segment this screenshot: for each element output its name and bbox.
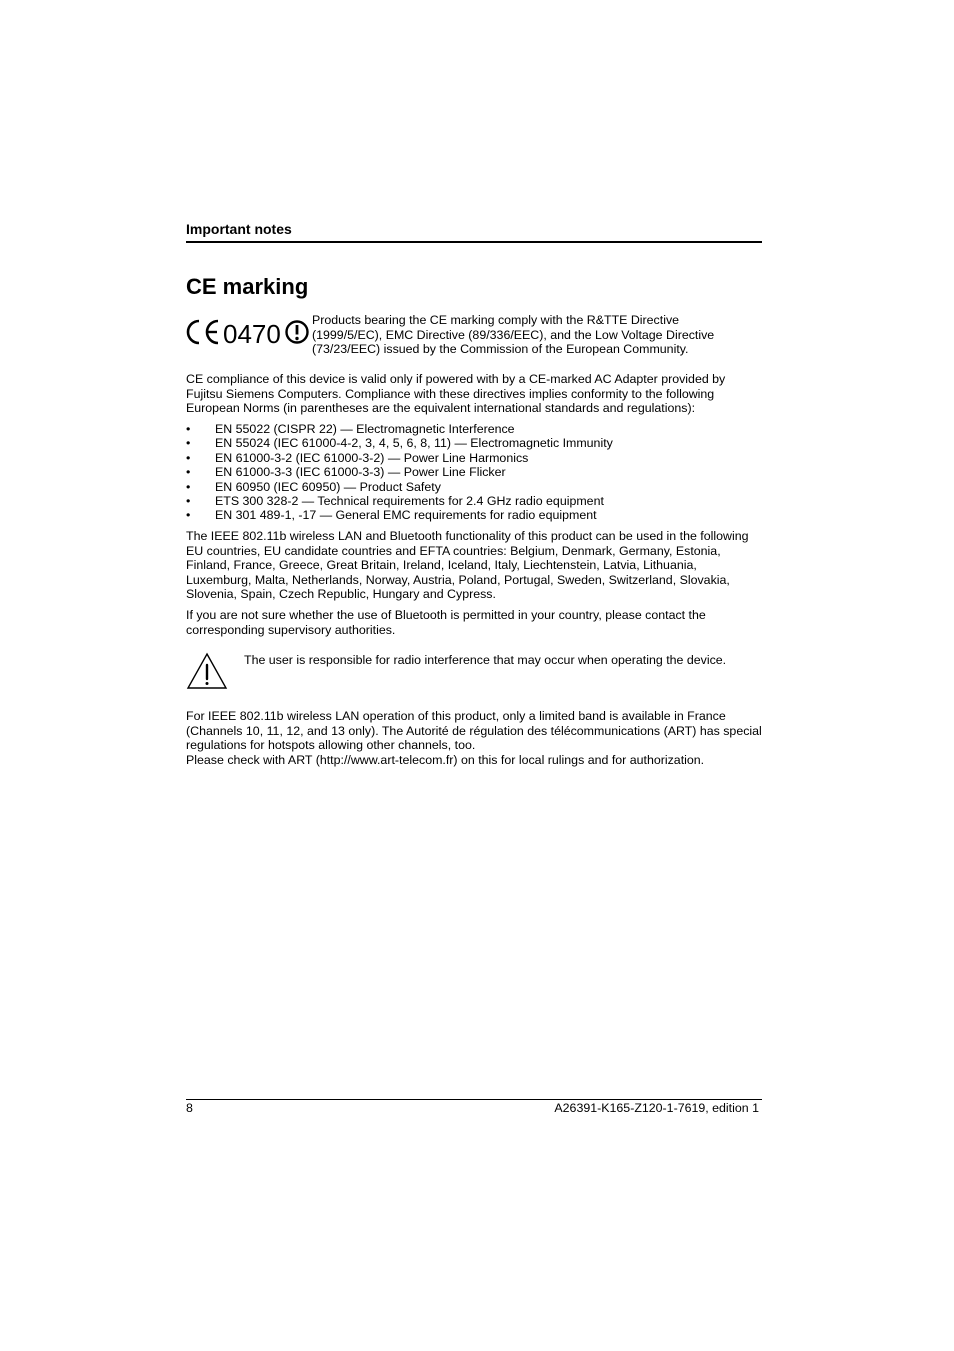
bullet: • — [186, 494, 191, 509]
bullet: • — [186, 508, 191, 523]
list-item: • EN 301 489-1, -17 — General EMC requirements for radio equipment — [186, 508, 597, 523]
bullet: • — [186, 465, 191, 480]
bluetooth-paragraph: If you are not sure whether the use of Bluetooth is permitted in your country, please contact the corresponding supervisory authorities. — [186, 608, 706, 637]
ce-mark-icon — [186, 315, 310, 351]
section-title: CE marking — [186, 274, 309, 299]
bullet: • — [186, 436, 191, 451]
art-note: Please check with ART (http://www.art-telecom.fr) on this for local rulings and for authorization. — [186, 752, 705, 767]
list-item: • EN 61000-3-3 (IEC 61000-3-3) — Power Line Flicker — [186, 465, 506, 480]
list-item: • EN 55022 (CISPR 22) — Electromagnetic Interference — [186, 422, 515, 436]
list-item: • ETS 300 328-2 — Technical requirements for 2.4 GHz radio equipment — [186, 494, 604, 509]
norms-list — [186, 422, 762, 523]
warning-text: The user is responsible for radio interference that may occur when operating the device. — [244, 653, 727, 667]
bullet: • — [186, 422, 191, 436]
countries-paragraph: The IEEE 802.11b wireless LAN and Bluetooth functionality of this product can be used in the following EU countries, EU candidate countries and EFTA countries: Belgium, Denmark, Germany, Estonia, Finland, France, Greece, Great Britain, Ireland, Iceland, Italy, Liechtenstein, Latvia, Lithuania, Luxemburg, Malta, Netherlands, Norway, Austria, Poland, Portugal, Sweden, Switzerland, Slovakia, Slovenia, Spain, Czech Republic, Hungary and Cypress. — [186, 529, 749, 601]
list-item: • EN 55024 (IEC 61000-4-2, 3, 4, 5, 6, 8, 11) — Electromagnetic Immunity — [186, 436, 613, 451]
bullet: • — [186, 479, 191, 494]
list-item: • EN 61000-3-2 (IEC 61000-3-2) — Power Line Harmonics — [186, 450, 529, 465]
france-paragraph — [186, 709, 762, 767]
ce-mark-number: 0470 — [223, 319, 281, 349]
header-rule — [186, 241, 762, 243]
france-note: For IEEE 802.11b wireless LAN operation of this product, only a limited band is available in France (Channels 10, 11, 12, and 13 only). The Autorité de régulation des télécommunications (ART) has special regulations for hotspots allowing other channels, too. — [186, 709, 762, 752]
document-id: A26391-K165-Z120-1-7619, edition 1 — [554, 1101, 759, 1115]
list-item: • EN 60950 (IEC 60950) — Product Safety — [186, 479, 441, 494]
page-number: 8 — [186, 1101, 193, 1115]
warning-triangle-icon — [186, 652, 228, 690]
running-header-title: Important notes — [186, 221, 292, 237]
footer-rule — [186, 1099, 762, 1100]
ce-directive-text: Products bearing the CE marking comply with the R&TTE Directive (1999/5/EC), EMC Directive (89/336/EEC), and the Low Voltage Directive (73/23/EEC) issued by the Commission of the European Community. — [312, 313, 715, 356]
bullet: • — [186, 450, 191, 465]
compliance-paragraph: CE compliance of this device is valid only if powered with by a CE-marked AC Adapter provided by Fujitsu Siemens Computers. Compliance with these directives implies conformity to the following European Norms (in parentheses are the equivalent international standards and regulations): — [186, 372, 726, 415]
